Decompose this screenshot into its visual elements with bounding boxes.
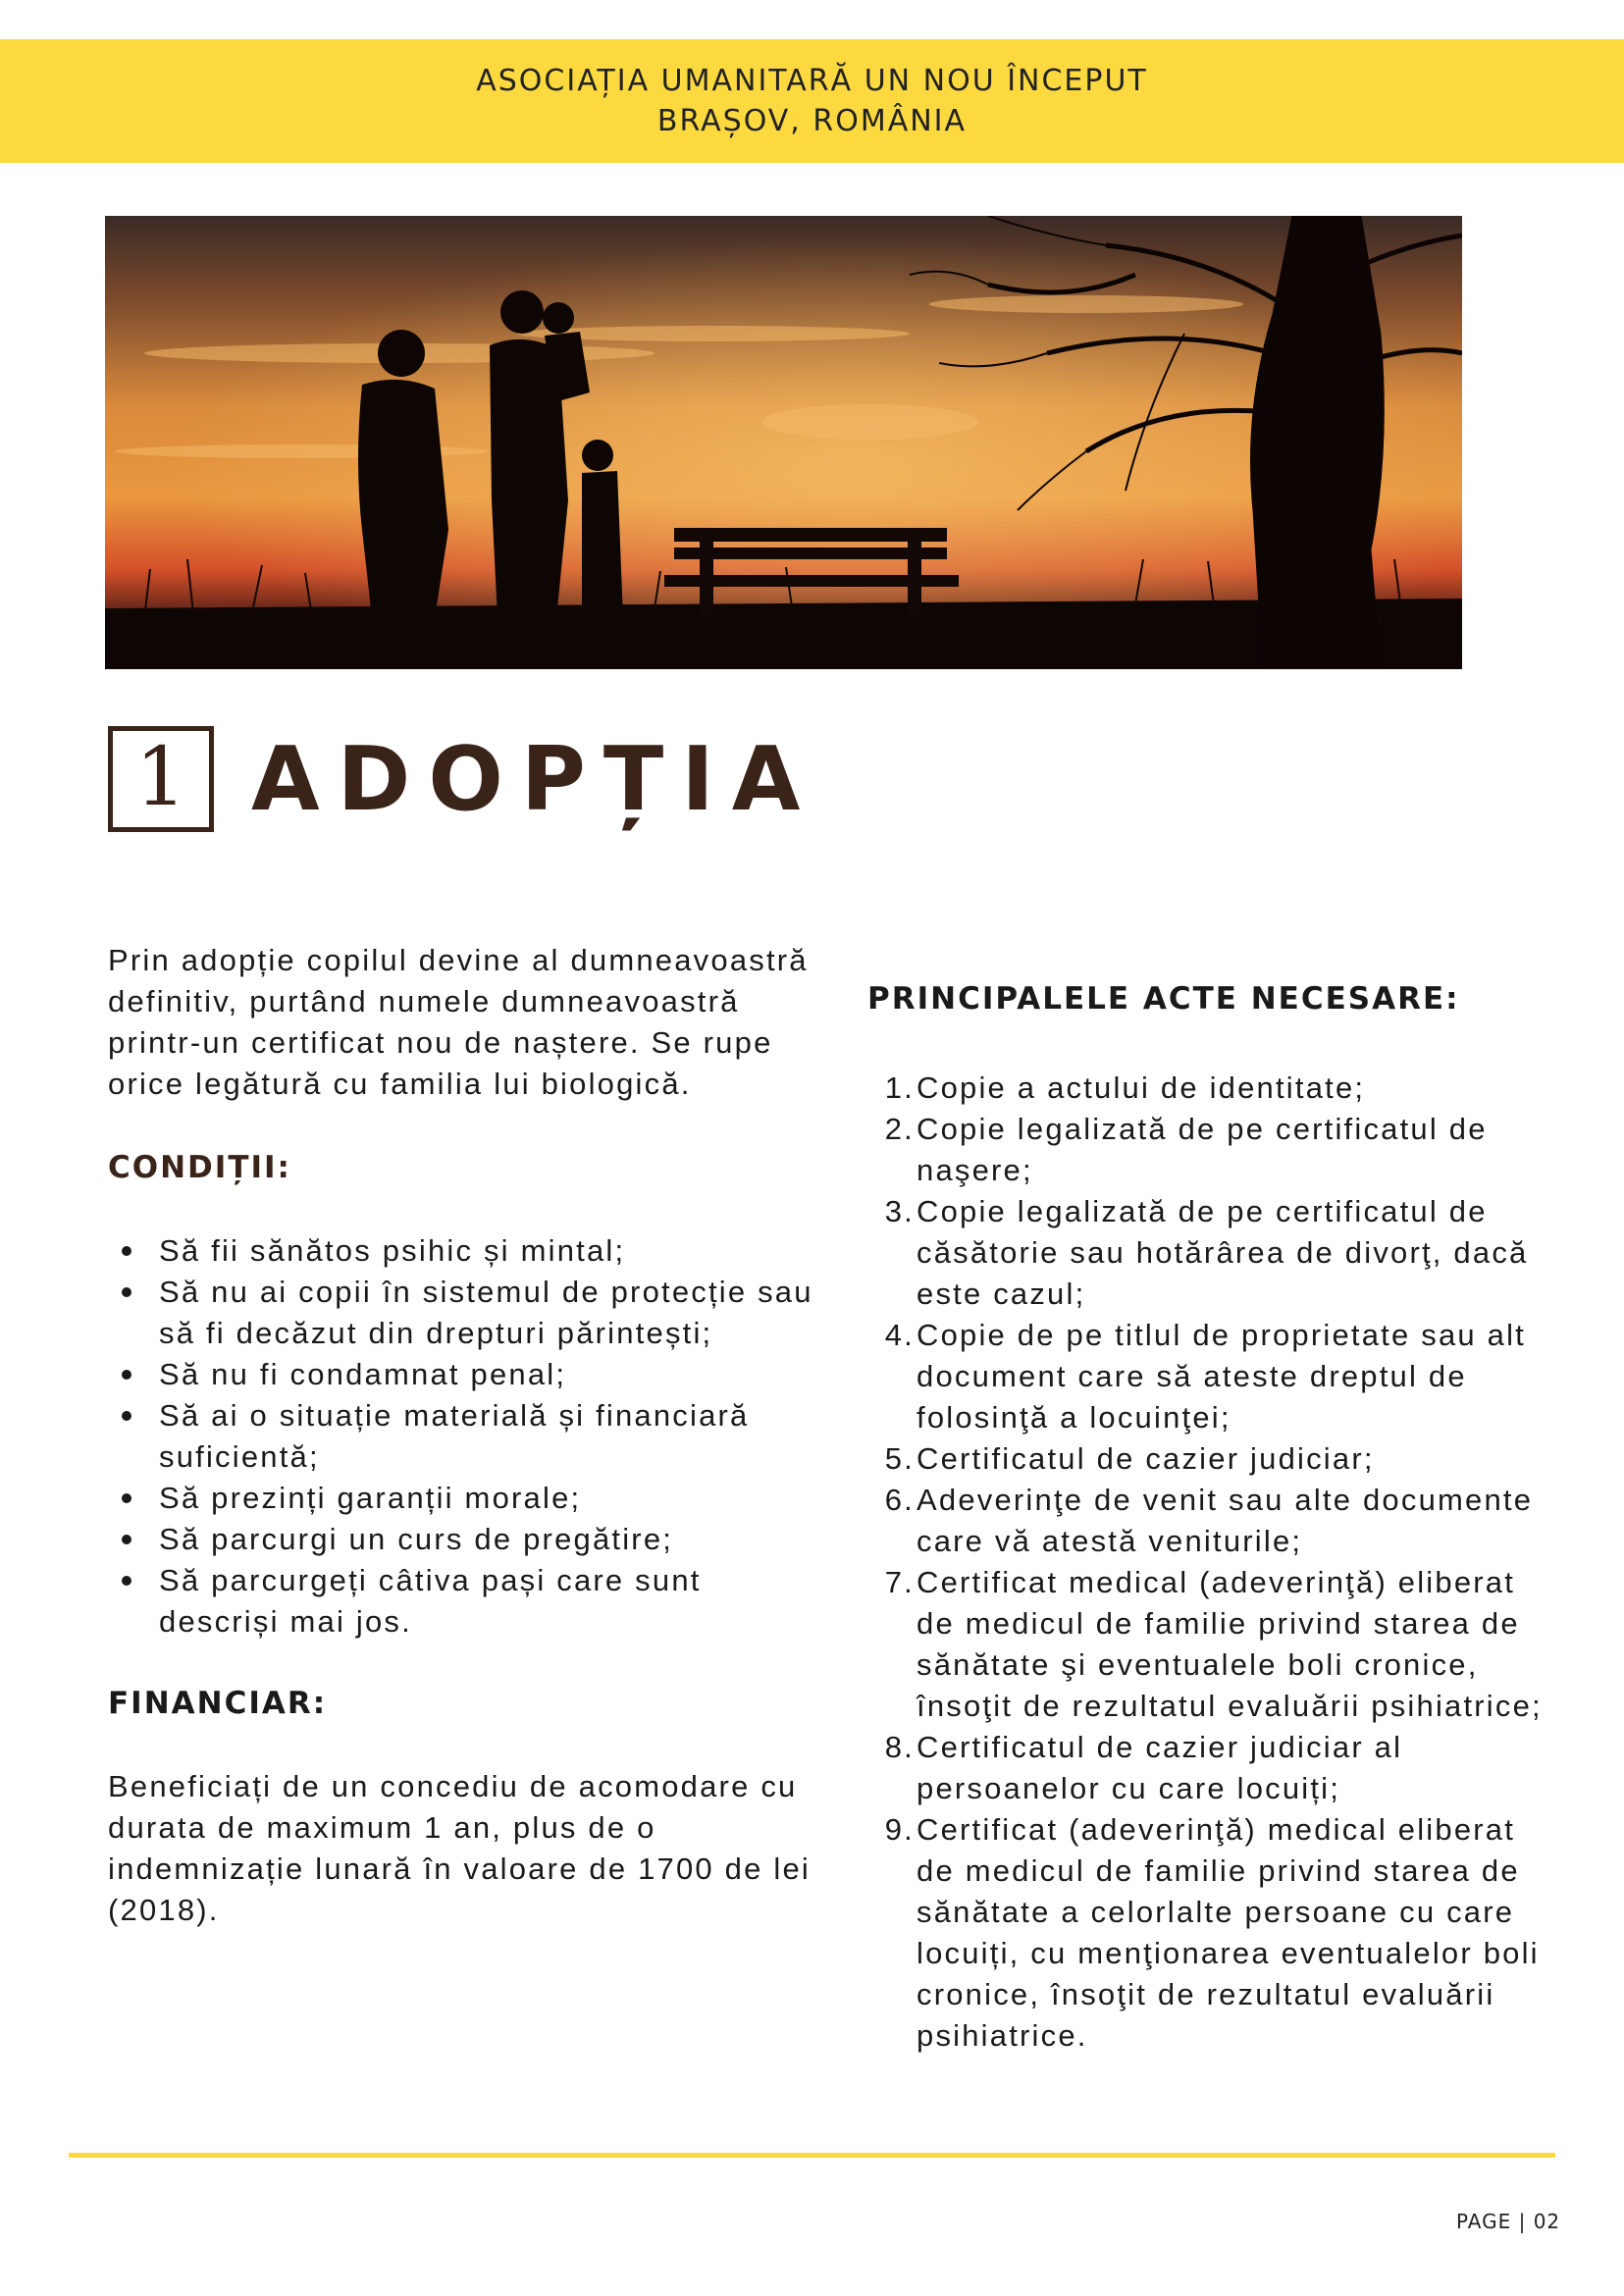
footer-divider [69,2153,1555,2158]
item-text: Copie a actului de identitate; [917,1070,1366,1105]
right-column [867,981,1554,2057]
list-item [867,1809,1554,2057]
organization-name: ASOCIAȚIA UMANITARĂ UN NOU ÎNCEPUT [476,64,1148,98]
list-item [867,1480,1554,1562]
item-number: 1. [884,1070,915,1105]
section-title: ADOPȚIA [251,728,818,831]
item-number: 4. [884,1318,915,1352]
list-item: Să nu ai copii în sistemul de protecție sau să fi decăzut din drepturi părintești; [108,1272,814,1354]
list-item: Să parcurgeți câtiva pași care sunt descriși mai jos. [108,1560,814,1643]
left-column [108,940,814,1931]
list-item [867,1109,1554,1191]
financial-paragraph: Beneficiați de un concediu de acomodare cu durata de maximum 1 an, plus de o indemnizație lunară în valoare de 1700 de lei (2018). [108,1769,811,1927]
item-text: Certificatul de cazier judiciar al persoanelor cu care locuiți; [917,1730,1403,1805]
conditions-heading: CONDIȚII: [108,1150,291,1185]
intro-paragraph: Prin adopție copilul devine al dumneavoastră definitiv, purtând numele dumneavoastră printr-un certificat nou de naștere. Se rupe orice legătură cu familia lui biologică. [108,943,809,1101]
list-item [867,1727,1554,1809]
item-text: Certificat (adeverinţă) medical eliberat de medicul de familie privind starea de sănătate a celorlalte persoane cu care locuiți, cu menţionarea eventualelor boli cronice, însoţit de rezultatul evaluării psihiatrice. [917,1812,1540,2053]
item-number: 2. [884,1112,915,1146]
financial-heading: FINANCIAR: [108,1686,328,1721]
item-number: 3. [884,1194,915,1228]
item-number: 6. [884,1483,915,1517]
documents-heading: PRINCIPALELE ACTE NECESARE: [867,981,1460,1017]
list-item: Să ai o situație materială și financiară suficientă; [108,1395,814,1478]
organization-location: BRAȘOV, ROMÂNIA [656,104,968,138]
documents-list [867,1068,1554,2057]
item-text: Copie legalizată de pe certificatul de căsătorie sau hotărârea de divorţ, dacă este cazul; [917,1194,1529,1311]
list-item [867,1191,1554,1315]
section-number: 1 [134,731,187,824]
list-item [867,1315,1554,1438]
list-item [867,1068,1554,1109]
item-text: Certificat medical (adeverinţă) eliberat de medicul de familie privind starea de sănătate şi eventualele boli cronice, însoţit de rezultatul evaluării psihiatrice; [917,1565,1543,1723]
list-item: Să nu fi condamnat penal; [108,1354,814,1395]
item-number: 8. [884,1730,915,1764]
organization-header [0,39,1624,163]
item-number: 5. [884,1441,915,1476]
list-item: Să fii sănătos psihic și mintal; [108,1230,814,1272]
list-item: Să parcurgi un curs de pregătire; [108,1519,814,1560]
list-item: Să prezinți garanții morale; [108,1478,814,1519]
item-text: Adeverinţe de venit sau alte documente care vă atestă veniturile; [917,1483,1534,1558]
sunset-family-photo [105,216,1462,669]
page-number: PAGE | 02 [1456,2210,1561,2233]
list-item [867,1438,1554,1480]
item-number: 9. [884,1812,915,1847]
item-text: Copie legalizată de pe certificatul de naşere; [917,1112,1488,1187]
section-number-box [108,726,214,832]
item-text: Copie de pe titlul de proprietate sau alt document care să ateste dreptul de folosinţă a locuinţei; [917,1318,1526,1435]
item-text: Certificatul de cazier judiciar; [917,1441,1375,1476]
conditions-list [108,1230,814,1643]
list-item [867,1562,1554,1727]
item-number: 7. [884,1565,915,1599]
